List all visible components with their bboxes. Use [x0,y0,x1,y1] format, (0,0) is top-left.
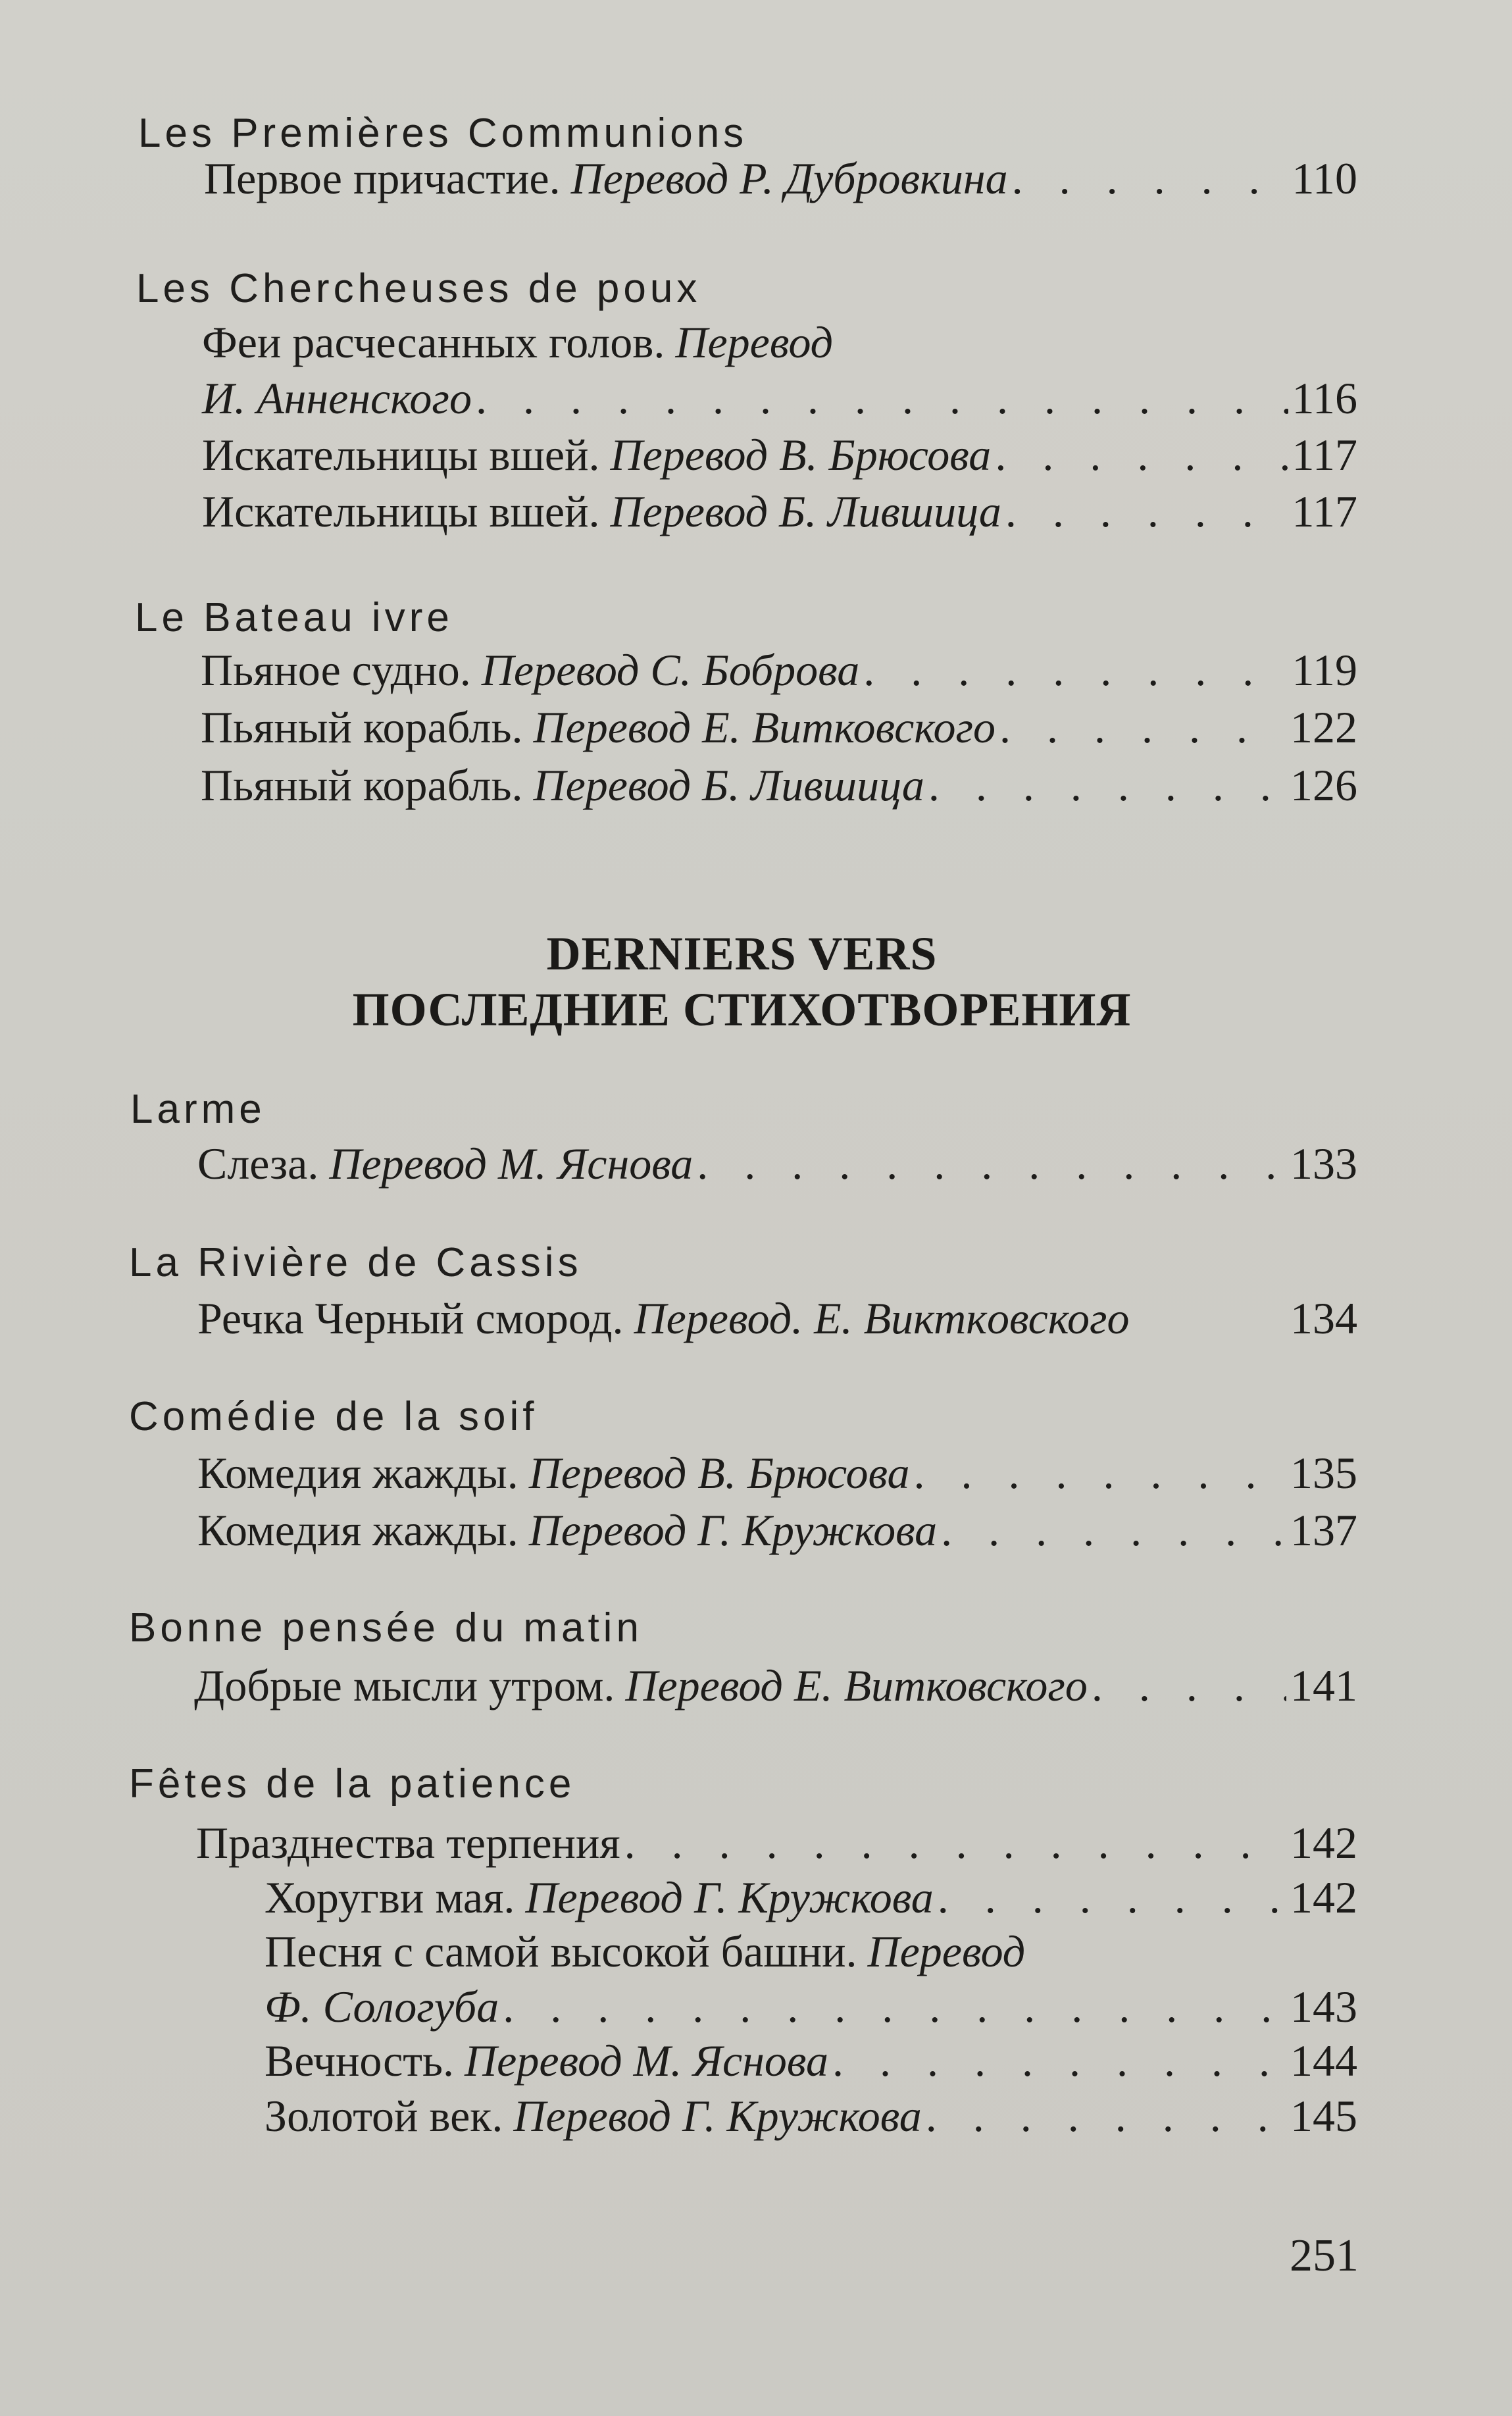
section-heading-russian: ПОСЛЕДНИЕ СТИХОТВОРЕНИЯ [352,983,1132,1036]
entry-title: Хоругви мая. [265,1872,515,1922]
toc-entry [202,426,1357,483]
toc-entry [201,757,1357,813]
leader-dots [863,642,1288,698]
leader-dots [503,1978,1286,2035]
entry-title: Пьяный корабль. [201,702,523,752]
entry-page: 142 [1290,1872,1357,1922]
toc-subentry [265,1869,1357,1926]
entry-page: 141 [1290,1660,1357,1710]
toc-subentry [265,2032,1357,2089]
entry-title: Комедия жажды. [197,1505,518,1555]
entry-page: 144 [1290,2036,1357,2086]
leader-dots [941,1502,1286,1558]
toc-entry [197,1502,1357,1558]
entry-translator: Перевод М. Яснова [329,1139,693,1189]
section-title: Les Premières Communions [138,111,748,156]
toc-subentry-continuation [265,1978,1357,2035]
entry-translator: Перевод Р. Дубровкина [570,153,1008,203]
toc-entry-continuation [202,370,1357,426]
entry-page: 137 [1290,1505,1357,1555]
entry-title: Празднества терпения [196,1818,620,1868]
leader-dots [914,1445,1286,1501]
entry-page: 116 [1292,373,1357,423]
entry-translator: Перевод Б. Лившица [610,486,1001,536]
entry-translator: Перевод. Е. Викткoвского [634,1293,1130,1343]
toc-entry [202,314,1357,371]
entry-translator: Перевод В. Брюсова [610,430,992,480]
section-title: Le Bateau ivre [135,595,453,640]
entry-page: 117 [1292,486,1357,536]
section-title: Larme [130,1087,266,1132]
leader-dots [928,757,1286,813]
leader-dots [926,2088,1286,2144]
entry-page: 142 [1290,1818,1357,1868]
section-title: Les Chercheuses de poux [136,266,701,311]
leader-dots [697,1135,1286,1192]
toc-entry [197,1135,1357,1192]
entry-translator: Перевод Е. Витковского [625,1660,1088,1710]
leader-dots [476,370,1288,426]
entry-translator: Перевод [867,1926,1026,1976]
toc-entry [201,642,1357,698]
entry-translator: Перевод Б. Лившица [533,760,924,810]
entry-page: 119 [1292,645,1357,695]
entry-title: Пьяное судно. [201,645,471,695]
entry-translator: И. Анненского [202,373,472,423]
entry-translator: Ф. Сологуба [265,1982,499,2032]
entry-title: Искательницы вшей. [202,430,600,480]
entry-title: Слеза. [197,1139,319,1189]
entry-page: 122 [1290,702,1357,752]
toc-subentry [265,2088,1357,2144]
entry-translator: Перевод [675,317,833,367]
section-heading-french: DERNIERS VERS [546,927,938,980]
toc-entry [202,483,1357,540]
leader-dots [624,1814,1286,1871]
toc-entry [201,699,1357,756]
toc-entry [196,1814,1357,1871]
toc-entry [204,150,1357,207]
entry-page: 145 [1290,2091,1357,2141]
entry-translator: Перевод С. Боброва [481,645,860,695]
entry-title: Добрые мысли утром. [194,1660,615,1710]
page-number: 251 [1290,2230,1359,2281]
toc-entry [197,1290,1357,1347]
leader-dots [832,2032,1286,2089]
leader-dots [1012,150,1288,207]
toc-entry [194,1657,1357,1714]
entry-title: Комедия жажды. [197,1448,518,1498]
entry-page: 117 [1292,430,1357,480]
toc-entry [197,1445,1357,1501]
leader-dots [1005,483,1288,540]
leader-dots [999,699,1286,756]
entry-title: Вечность. [265,2036,455,2086]
entry-title: Пьяный корабль. [201,760,523,810]
entry-page: 135 [1290,1448,1357,1498]
entry-title: Золотой век. [265,2091,503,2141]
section-title: Bonne pensée du matin [129,1605,643,1651]
entry-translator: Перевод Г. Кружкова [528,1505,938,1555]
entry-title: Феи расчесанных голов. [202,317,665,367]
leader-dots [1092,1657,1286,1714]
entry-page: 134 [1290,1293,1357,1343]
entry-translator: Перевод В. Брюсова [528,1448,910,1498]
entry-title: Искательницы вшей. [202,486,600,536]
entry-translator: Перевод Г. Кружкова [513,2091,922,2141]
entry-translator: Перевод М. Яснова [465,2036,828,2086]
entry-title: Песня с самой высокой башни. [265,1926,857,1976]
entry-translator: Перевод Е. Витковского [533,702,996,752]
entry-title: Речка Черный смород. [197,1293,624,1343]
toc-subentry [265,1923,1357,1980]
section-title: Fêtes de la patience [129,1761,576,1807]
leader-dots [995,426,1288,483]
entry-page: 110 [1292,153,1357,203]
entry-page: 143 [1290,1982,1357,2032]
entry-translator: Перевод Г. Кружкова [525,1872,934,1922]
section-title: Comédie de la soif [129,1394,538,1439]
entry-title: Первое причастие. [204,153,561,203]
entry-page: 126 [1290,760,1357,810]
section-title: La Rivière de Cassis [129,1240,582,1285]
entry-page: 133 [1290,1139,1357,1189]
leader-dots [938,1869,1286,1926]
